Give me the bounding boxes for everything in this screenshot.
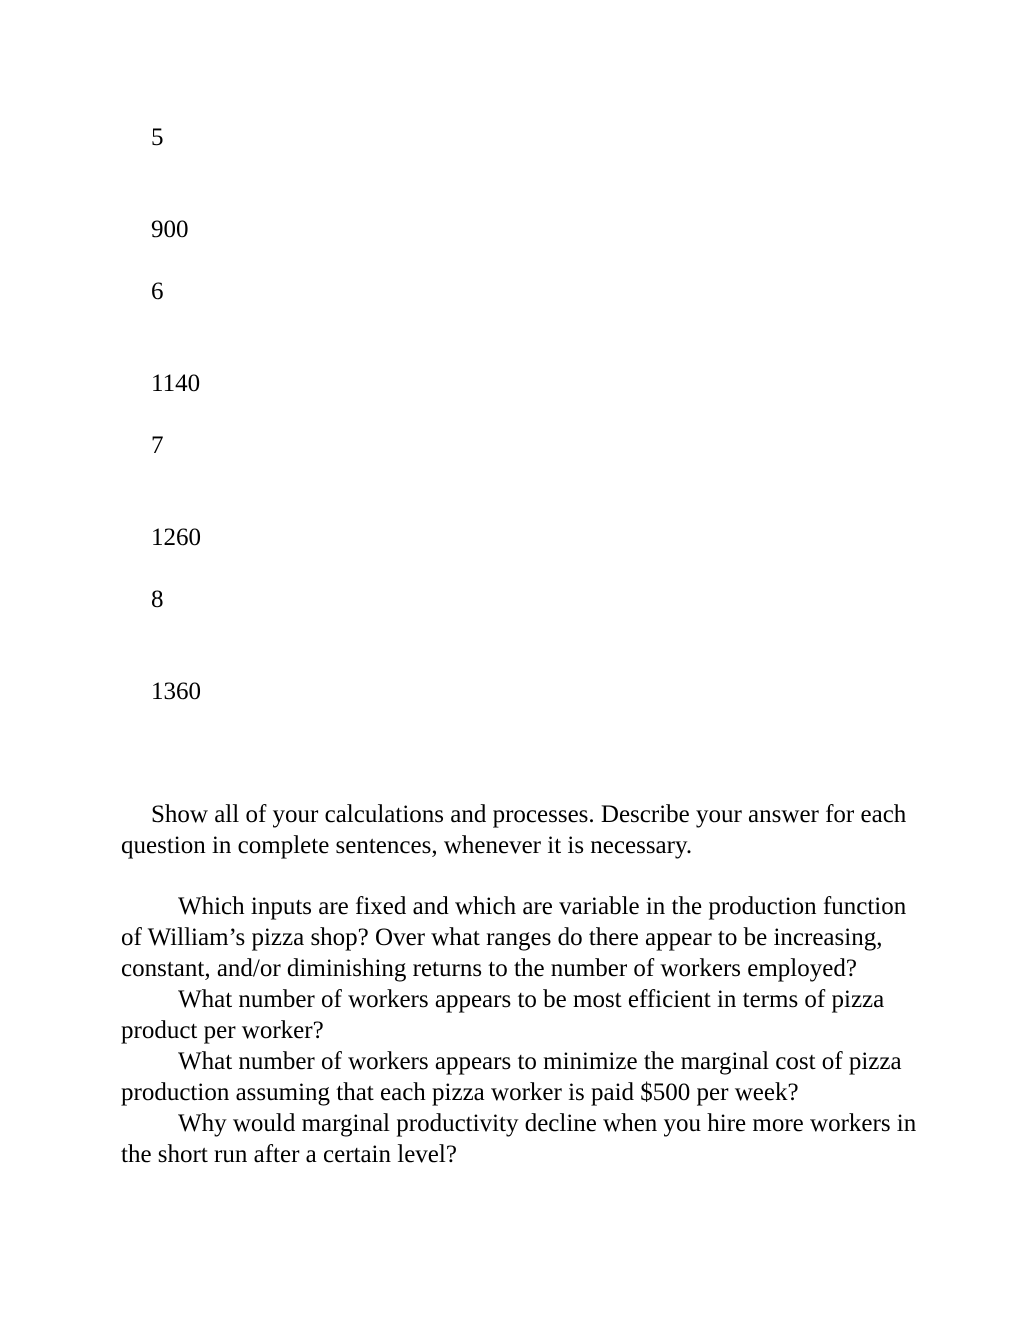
output-cell: 900: [151, 216, 189, 243]
output-cell: 1260: [151, 524, 201, 551]
question-item: What number of workers appears to be most efficient in terms of pizza product per worker?: [121, 986, 885, 1044]
output-cell: 1360: [151, 678, 201, 705]
instructions-paragraph: Show all of your calculations and processes. Describe your answer for each question in complete sentences, whenever it is necessary.: [121, 801, 907, 859]
question-list: [121, 891, 921, 1170]
output-cell: 1140: [151, 370, 201, 397]
workers-cell: 7: [151, 432, 164, 459]
question-item: What number of workers appears to minimize the marginal cost of pizza production assuming that each pizza worker is paid $500 per week?: [121, 1048, 902, 1106]
question-item: Which inputs are fixed and which are variable in the production function of William’s pizza shop? Over what ranges do there appear to be increasing, constant, and/or diminishing returns to the number of workers employed?: [121, 893, 907, 982]
workers-cell: 8: [151, 586, 164, 613]
workers-cell: 5: [151, 124, 164, 151]
workers-cell: 6: [151, 278, 164, 305]
question-item: Why would marginal productivity decline when you hire more workers in the short run after a certain level?: [121, 1110, 917, 1168]
